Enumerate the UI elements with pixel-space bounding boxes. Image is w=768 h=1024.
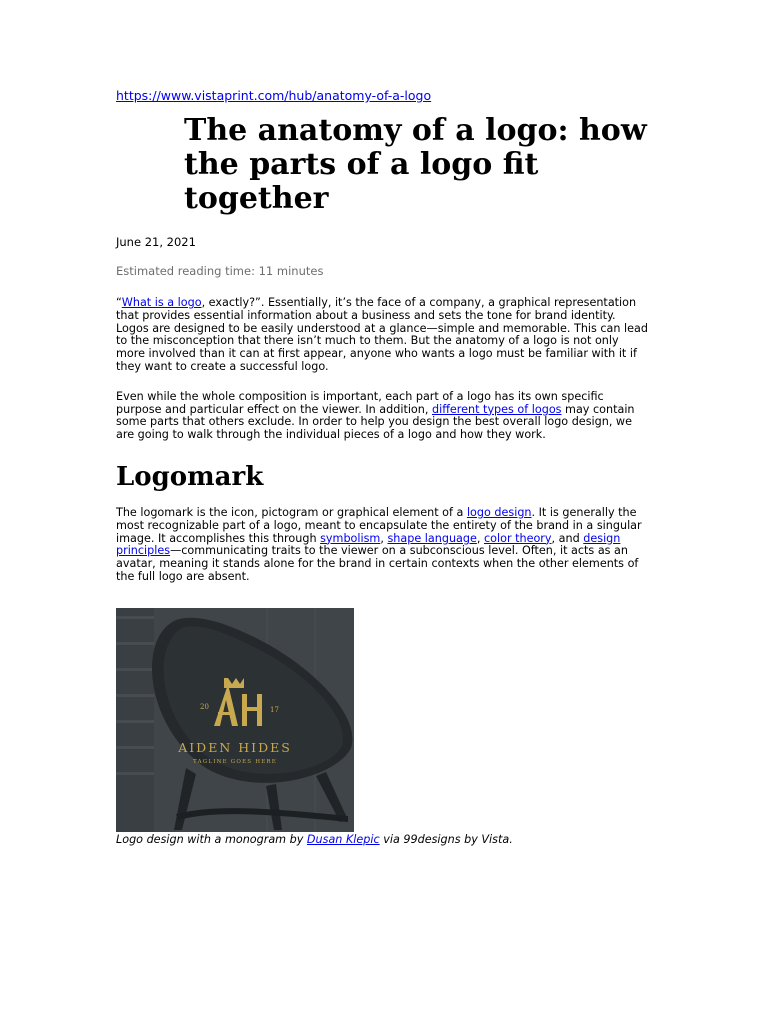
second-text-b: may contain some parts that others exclude. In order to help you design the best overall logo design, we are going to walk through the individual pieces of a logo and how they work. — [116, 402, 635, 442]
brand-name: AIDEN HIDES — [178, 739, 292, 755]
what-is-a-logo-link[interactable]: What is a logo — [121, 296, 202, 309]
logomark-text-b: . It is generally the most recognizable part of a logo, meant to encapsulate the entirety of the brand in a singular image. It accomplishes this through — [116, 505, 642, 545]
shape-language-link[interactable]: shape language — [387, 531, 477, 545]
designer-link[interactable]: Dusan Klepic — [306, 832, 380, 846]
separator: , — [380, 531, 388, 545]
second-paragraph — [116, 391, 650, 442]
second-text-a: Even while the whole composition is important, each part of a logo has its own specific purpose and particular effect on the viewer. In addition, — [116, 389, 604, 416]
separator: , and — [551, 531, 584, 545]
section-heading-logomark: Logomark — [116, 461, 264, 492]
intro-text: , exactly?”. Essentially, it’s the face of a company, a graphical representation that provides essential information about a business and sets the tone for brand identity. Logos are designed to be easily understood at a glance—simple and memorable. This can lead to the misconception that there isn’t much to them. But the anatomy of a logo is not only more involved than it can at first appear, anyone who wants a logo must be familiar with it if they want to create a successful logo. — [116, 296, 649, 373]
brand-tagline: TAGLINE GOES HERE — [193, 758, 277, 765]
document-page — [116, 88, 650, 847]
figure-caption — [116, 833, 650, 847]
intro-paragraph — [116, 297, 650, 374]
design-principles-link[interactable]: design principles — [116, 531, 621, 558]
logo-example-image — [116, 608, 354, 832]
page-title: The anatomy of a logo: how the parts of a logo fit together — [184, 113, 647, 216]
year-right: 17 — [270, 705, 279, 714]
caption-text-b: via 99designs by Vista. — [379, 832, 513, 846]
logomark-text-a: The logomark is the icon, pictogram or graphical element of a — [116, 505, 467, 519]
separator: , — [476, 531, 484, 545]
reading-time: Estimated reading time: 11 minutes — [116, 264, 324, 278]
open-quote: “ — [116, 296, 122, 309]
source-url-link[interactable]: https://www.vistaprint.com/hub/anatomy-of-a-logo — [116, 88, 432, 103]
symbolism-link[interactable]: symbolism — [320, 531, 381, 545]
publish-date: June 21, 2021 — [116, 235, 196, 249]
color-theory-link[interactable]: color theory — [484, 531, 552, 545]
logo-design-link[interactable]: logo design — [466, 505, 532, 519]
types-of-logos-link[interactable]: different types of logos — [431, 402, 562, 416]
year-left: 20 — [200, 702, 209, 711]
logomark-paragraph — [116, 507, 650, 584]
logo-photo-illustration — [116, 608, 354, 832]
logomark-text-c: —communicating traits to the viewer on a subconscious level. Often, it acts as an avatar, meaning it stands alone for the brand in certain contexts when the other elements of the full logo are absent. — [116, 544, 639, 583]
caption-text-a: Logo design with a monogram by — [116, 832, 307, 846]
